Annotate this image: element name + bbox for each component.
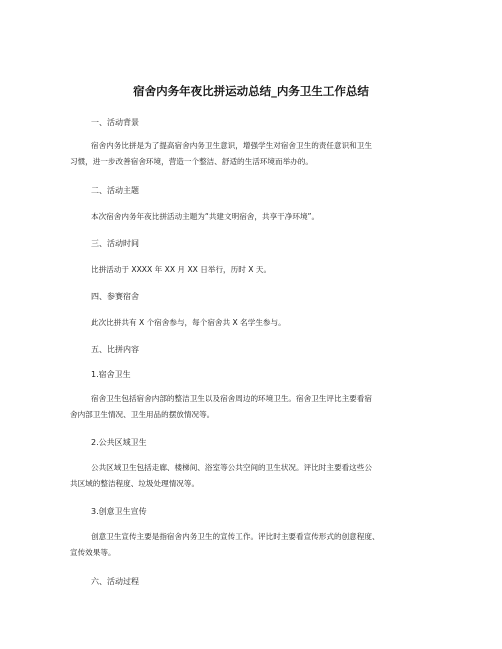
section-heading-participants: 四、参赛宿舍 bbox=[91, 292, 139, 301]
paragraph-line: 公共区域卫生包括走廊、楼梯间、浴室等公共空间的卫生状况。评比时主要看这些公 bbox=[91, 463, 372, 472]
subsection-heading-dorm-hygiene: 1.宿舍卫生 bbox=[91, 370, 131, 379]
paragraph-line: 本次宿舍内务年夜比拼活动主题为“共建文明宿舍，共享干净环境”。 bbox=[91, 212, 320, 221]
section-heading-theme: 二、活动主题 bbox=[91, 186, 139, 195]
paragraph-line: 比拼活动于 XXXX 年 XX 月 XX 日举行，历时 X 天。 bbox=[91, 265, 272, 274]
section-heading-time: 三、活动时间 bbox=[91, 239, 139, 248]
paragraph-line: 宣传效果等。 bbox=[70, 548, 116, 557]
paragraph-line: 此次比拼共有 X 个宿舍参与，每个宿舍共 X 名学生参与。 bbox=[91, 318, 286, 327]
subsection-heading-public-area: 2.公共区域卫生 bbox=[91, 438, 147, 447]
section-heading-background: 一、活动背景 bbox=[91, 118, 139, 127]
paragraph-line: 宿舍内务比拼是为了提高宿舍内务卫生意识，增强学生对宿舍卫生的责任意识和卫生 bbox=[91, 141, 372, 150]
subsection-heading-creative-promotion: 3.创意卫生宣传 bbox=[91, 507, 147, 516]
section-heading-process: 六、活动过程 bbox=[91, 577, 139, 586]
document-title: 宿舍内务年夜比拼运动总结_内务卫生工作总结 bbox=[133, 84, 369, 98]
paragraph-line: 宿舍卫生包括宿舍内部的整洁卫生以及宿舍周边的环境卫生。宿舍卫生评比主要看宿 bbox=[91, 394, 372, 403]
paragraph-line: 习惯，进一步改善宿舍环境，营造一个整洁、舒适的生活环境而举办的。 bbox=[70, 157, 313, 166]
paragraph-line: 舍内部卫生情况、卫生用品的摆放情况等。 bbox=[70, 410, 215, 419]
section-heading-content: 五、比拼内容 bbox=[91, 345, 139, 354]
paragraph-line: 共区域的整洁程度、垃圾处理情况等。 bbox=[70, 479, 200, 488]
paragraph-line: 创意卫生宣传主要是指宿舍内务卫生的宣传工作。评比时主要看宣传形式的创意程度、 bbox=[91, 532, 380, 541]
